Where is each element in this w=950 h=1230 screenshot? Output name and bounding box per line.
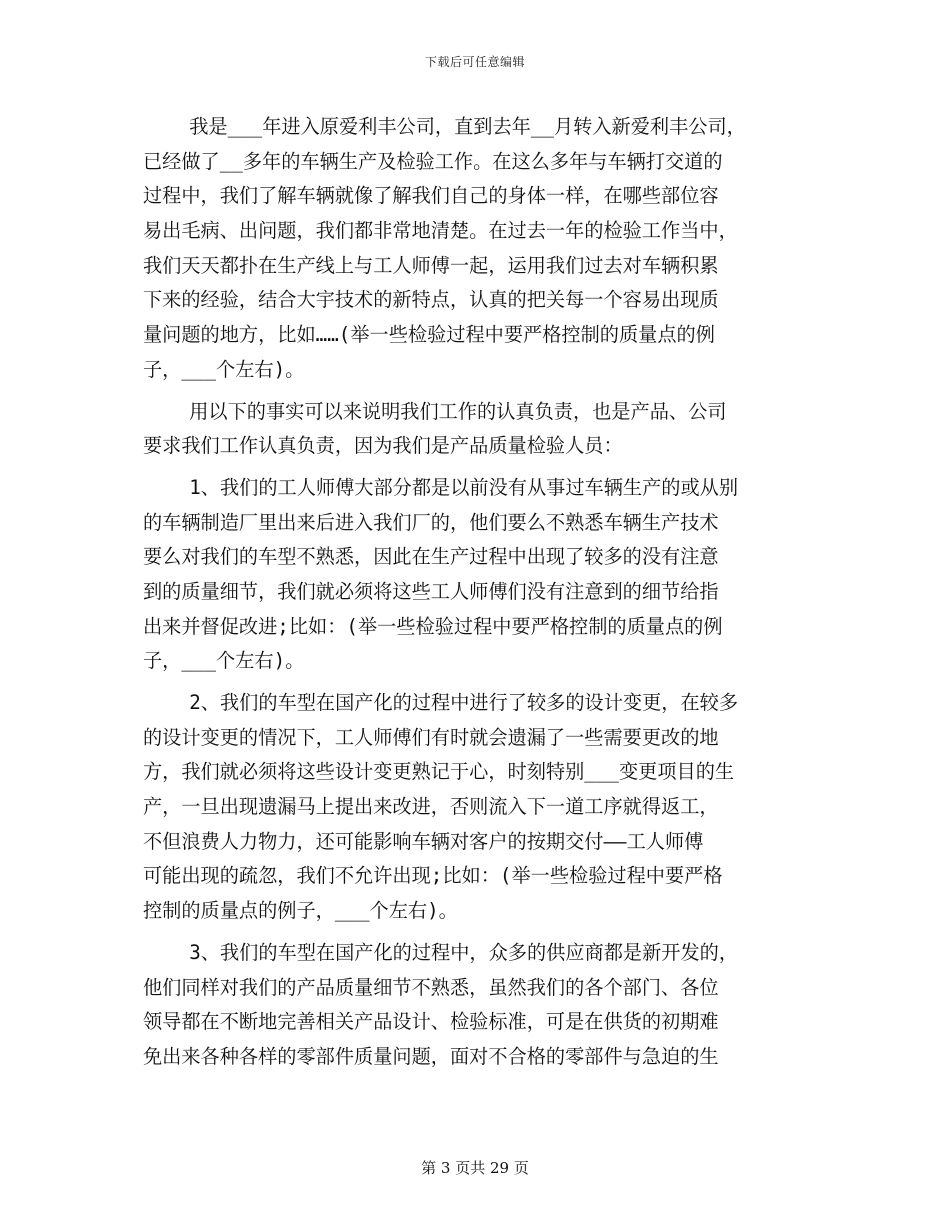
text-line: 的车辆制造厂里出来后进入我们厂的，他们要么不熟悉车辆生产技术: [143, 510, 719, 534]
text-line: 的设计变更的情况下，工人师傅们有时就会遗漏了一些需要更改的地: [143, 725, 719, 749]
text-line: 我是___年进入原爱利丰公司，直到去年__月转入新爱利丰公司，: [143, 115, 746, 138]
text-line: 1、我们的工人师傅大部分都是以前没有从事过车辆生产的或从别: [143, 475, 739, 499]
text-line: 2、我们的车型在国产化的过程中进行了较多的设计变更，在较多: [143, 691, 739, 714]
text-line: 要么对我们的车型不熟悉，因此在生产过程中出现了较多的没有注意: [143, 545, 719, 569]
text-line: 不但浪费人力物力，还可能影响车辆对客户的按期交付——工人师傅: [143, 829, 704, 853]
text-line: 控制的质量点的例子，___个左右)。: [143, 899, 458, 923]
paragraph-gap: [143, 388, 803, 395]
text-line: 已经做了__多年的车辆生产及检验工作。在这么多年与车辆打交道的: [143, 149, 723, 173]
page-header: 下载后可任意编辑: [424, 55, 525, 69]
text-line: 子，___个左右)。: [143, 649, 305, 673]
paragraph-gap: [143, 679, 803, 686]
paragraph: [143, 471, 803, 679]
text-line: 用以下的事实可以来说明我们工作的认真负责，也是产品、公司: [143, 399, 727, 423]
text-line: 产，一旦出现遗漏马上提出来改进，否则流入下一道工序就得返工，: [143, 795, 719, 819]
paragraph: [143, 936, 803, 1075]
text-line: 方，我们就必须将这些设计变更熟记于心，时刻特别___变更项目的生: [143, 760, 735, 784]
text-line: 领导都在不断地完善相关产品设计、检验标准，可是在供货的初期难: [143, 1010, 719, 1034]
text-line: 出来并督促改进;比如：(举一些检验过程中要严格控制的质量点的例: [143, 614, 723, 638]
page-footer: 第 3 页共 29 页: [421, 1159, 529, 1177]
text-line: 量问题的地方，比如……(举一些检验过程中要严格控制的质量点的例: [143, 323, 715, 347]
paragraph: [143, 110, 803, 388]
text-line: 下来的经验，结合大宇技术的新特点，认真的把关每一个容易出现质: [143, 288, 719, 312]
text-line: 子，___个左右)。: [143, 357, 305, 381]
paragraph-gap: [143, 929, 803, 936]
text-line: 到的质量细节，我们就必须将这些工人师傅们没有注意到的细节给指: [143, 579, 719, 603]
text-line: 他们同样对我们的产品质量细节不熟悉，虽然我们的各个部门、各位: [143, 975, 719, 999]
paragraph: [143, 395, 803, 464]
paragraph-gap: [143, 464, 803, 471]
text-line: 要求我们工作认真负责，因为我们是产品质量检验人员：: [143, 434, 623, 458]
text-line: 免出来各种各样的零部件质量问题，面对不合格的零部件与急迫的生: [143, 1044, 719, 1068]
document-body: [143, 110, 803, 1075]
text-line: 过程中，我们了解车辆就像了解我们自己的身体一样，在哪些部位容: [143, 184, 719, 208]
text-line: 可能出现的疏忽，我们不允许出现;比如：(举一些检验过程中要严格: [143, 864, 723, 888]
text-line: 易出毛病、出问题，我们都非常地清楚。在过去一年的检验工作当中，: [143, 219, 738, 243]
text-line: 我们天天都扑在生产线上与工人师傅一起，运用我们过去对车辆积累: [143, 253, 719, 277]
text-line: 3、我们的车型在国产化的过程中，众多的供应商都是新开发的，: [143, 940, 739, 964]
paragraph: [143, 686, 803, 929]
